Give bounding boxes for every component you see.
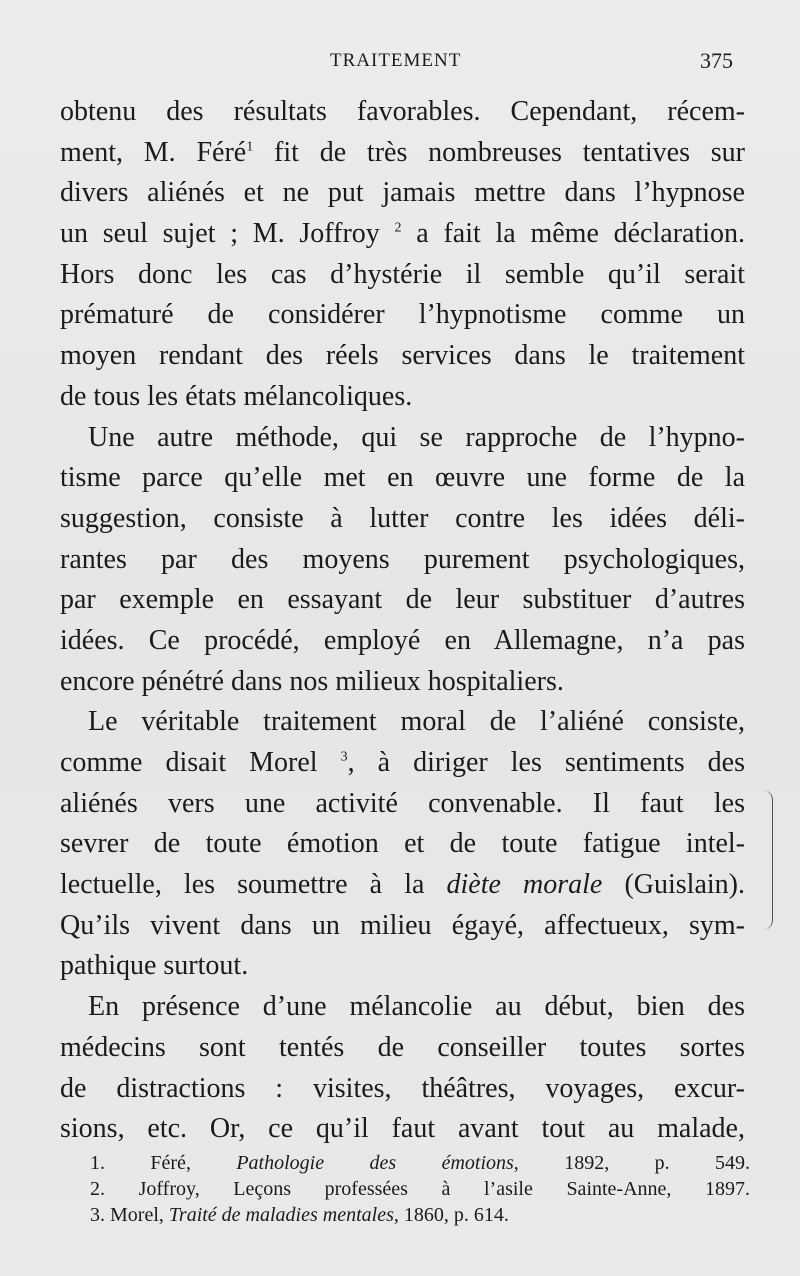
text-line: tisme parce qu’elle met en œuvre une forme de la bbox=[60, 462, 745, 494]
italic-term: diète morale bbox=[446, 869, 603, 901]
text-line: de distractions : visites, théâtres, voyages, excur- bbox=[60, 1072, 745, 1104]
text-line: En présence d’une mélancolie au début, bien des bbox=[88, 991, 745, 1023]
text-line: encore pénétré dans nos milieux hospitaliers. bbox=[60, 665, 564, 697]
text-line: obtenu des résultats favorables. Cependant, récem- bbox=[60, 96, 745, 127]
text-line: par exemple en essayant de leur substituer d’autres bbox=[60, 584, 745, 616]
footnote: 2. Joffroy, Leçons professées à l’asile Sainte-Anne, 1897. bbox=[90, 1178, 750, 1200]
text-line: aliénés vers une activité convenable. Il faut les bbox=[60, 787, 745, 819]
text-line: suggestion, consiste à lutter contre les idées déli- bbox=[60, 502, 745, 534]
page-number: 375 bbox=[700, 48, 733, 73]
text-line: comme disait Morel $^3$, à diriger les sentiments des bbox=[60, 747, 745, 778]
footnote-ref: 1 bbox=[246, 139, 254, 155]
text-line: moyen rendant des réels services dans le traitement bbox=[60, 340, 745, 372]
text-line: rantes par des moyens purement psychologiques, bbox=[60, 543, 745, 575]
text-line: divers aliénés et ne put jamais mettre dans l’hypnose bbox=[60, 177, 745, 209]
text-line: un seul sujet ; M. Joffroy $^2$ a fait la même déclaration. bbox=[60, 218, 746, 250]
running-title: TRAITEMENT bbox=[330, 50, 462, 71]
text-line: de tous les états mélancoliques. bbox=[60, 380, 413, 412]
footnote: 3. Morel, Traité de maladies mentales, 1860, p. 614. bbox=[90, 1204, 509, 1226]
text-line: pathique surtout. bbox=[60, 950, 249, 982]
text-line: ment, M. Féré$^1$ fit de très nombreuses tentatives sur bbox=[60, 136, 745, 168]
text-line: idées. Ce procédé, employé en Allemagne, n’a pas bbox=[60, 624, 745, 656]
footnote-ref: 3 bbox=[340, 749, 348, 765]
footnotes bbox=[90, 1150, 750, 1228]
text-line: médecins sont tentés de conseiller toutes sortes bbox=[60, 1031, 745, 1063]
text-line: sevrer de toute émotion et de toute fatigue intel- bbox=[60, 828, 745, 860]
text-line: Qu’ils vivent dans un milieu égayé, affectueux, sym- bbox=[60, 909, 745, 941]
text-line: Une autre méthode, qui se rapproche de l’hypno- bbox=[88, 421, 745, 453]
text-line: sions, etc. Or, ce qu’il faut avant tout au malade, bbox=[60, 1113, 745, 1145]
text-line: Hors donc les cas d’hystérie il semble qu’il serait bbox=[60, 258, 745, 290]
footnote-ref: 2 bbox=[394, 220, 402, 236]
text-line: Le véritable traitement moral de l’aliéné consiste, bbox=[88, 706, 745, 738]
footnote: 1. Féré, Pathologie des émotions, 1892, p. 549. bbox=[90, 1152, 751, 1174]
text-line: prématuré de considérer l’hypnotisme comme un bbox=[60, 299, 745, 331]
margin-bracket-mark bbox=[760, 790, 773, 930]
body-text bbox=[60, 92, 745, 1150]
text-line: lectuelle, les soumettre à la diète morale (Guislain). bbox=[60, 869, 745, 901]
